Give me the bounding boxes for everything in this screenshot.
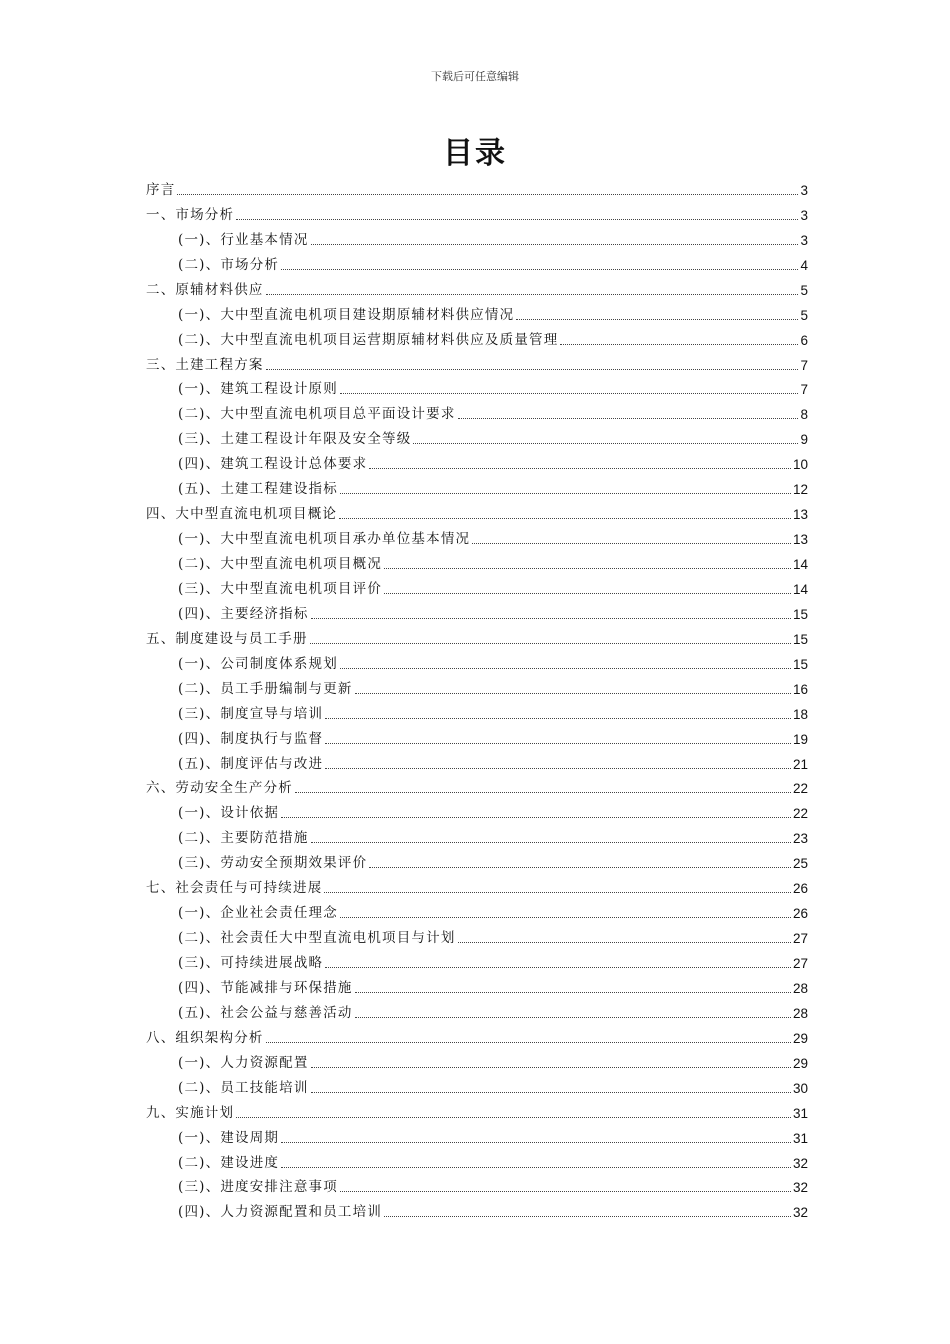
toc-entry-label: (五)、土建工程建设指标 [178, 481, 338, 498]
toc-entry-page: 4 [800, 257, 808, 273]
toc-dot-leader [384, 1215, 791, 1217]
toc-entry-label: (三)、土建工程设计年限及安全等级 [178, 431, 412, 448]
toc-entry-label: (二)、市场分析 [178, 256, 280, 273]
toc-entry-label: (一)、大中型直流电机项目建设期原辅材料供应情况 [178, 306, 515, 323]
toc-subentry[interactable] [146, 299, 808, 324]
toc-entry-label: (五)、制度评估与改进 [178, 755, 324, 772]
toc-entry-label: (二)、员工手册编制与更新 [178, 680, 353, 697]
toc-entry-page: 10 [792, 457, 808, 473]
toc-dot-leader [384, 592, 791, 594]
toc-entry-page: 3 [800, 182, 808, 198]
toc-entry-label: (二)、社会责任大中型直流电机项目与计划 [178, 930, 456, 947]
page-title: 目录 [443, 136, 507, 171]
toc-entry-label: (二)、大中型直流电机项目运营期原辅材料供应及质量管理 [178, 331, 559, 348]
toc-entry-page: 28 [792, 980, 808, 996]
toc-dot-leader [311, 617, 791, 619]
toc-dot-leader [369, 467, 791, 469]
toc-entry[interactable] [146, 773, 808, 798]
toc-subentry[interactable] [146, 1072, 808, 1097]
toc-subentry[interactable] [146, 847, 808, 872]
toc-entry-label: 序言 [146, 181, 176, 198]
toc-dot-leader [355, 692, 791, 694]
toc-entry-label: (四)、人力资源配置和员工培训 [178, 1204, 383, 1221]
toc-entry-label: (三)、可持续进展战略 [178, 955, 324, 971]
toc-dot-leader [472, 542, 791, 544]
toc-dot-leader [266, 293, 799, 295]
toc-entry-label: (四)、制度执行与监督 [178, 730, 324, 747]
toc-dot-leader [340, 392, 799, 394]
toc-dot-leader [281, 268, 798, 270]
toc-entry[interactable] [146, 274, 808, 299]
toc-dot-leader [266, 368, 799, 370]
toc-entry-page: 31 [792, 1105, 808, 1121]
toc-subentry[interactable] [146, 648, 808, 673]
toc-entry-label: (一)、建设周期 [178, 1129, 280, 1146]
toc-subentry[interactable] [146, 922, 808, 947]
toc-dot-leader [311, 1091, 791, 1093]
toc-entry-label: (四)、建筑工程设计总体要求 [178, 456, 368, 473]
toc-entry-page: 27 [792, 931, 808, 947]
toc-entry-label: (一)、建筑工程设计原则 [178, 381, 338, 398]
toc-entry-label: 六、劳动安全生产分析 [146, 780, 293, 797]
toc-subentry[interactable] [146, 822, 808, 847]
toc-entry-page: 19 [792, 731, 808, 747]
toc-entry-page: 7 [800, 357, 808, 373]
toc-entry[interactable] [146, 623, 808, 648]
toc-dot-leader [311, 243, 799, 245]
toc-dot-leader [355, 991, 791, 993]
toc-entry-page: 15 [792, 656, 808, 672]
toc-entry-page: 32 [792, 1155, 808, 1171]
toc-entry-page: 15 [792, 606, 808, 622]
toc-entry[interactable] [146, 349, 808, 374]
toc-entry-page: 6 [800, 332, 808, 348]
toc-subentry[interactable] [146, 598, 808, 623]
toc-entry-page: 12 [792, 482, 808, 498]
toc-entry-page: 13 [792, 532, 808, 548]
toc-entry-page: 29 [792, 1030, 808, 1046]
toc-entry-label: (四)、主要经济指标 [178, 605, 309, 622]
toc-dot-leader [236, 1116, 791, 1118]
toc-entry-page: 22 [792, 806, 808, 822]
toc-dot-leader [177, 193, 798, 195]
toc-dot-leader [413, 442, 798, 444]
toc-entry-page: 5 [800, 307, 808, 323]
toc-dot-leader [325, 742, 791, 744]
toc-subentry[interactable] [146, 548, 808, 573]
toc-entry-label: (一)、大中型直流电机项目承办单位基本情况 [178, 531, 471, 548]
toc-dot-leader [340, 916, 791, 918]
toc-entry-page: 5 [800, 282, 808, 298]
toc-entry-page: 26 [792, 881, 808, 897]
toc-subentry[interactable] [146, 748, 808, 773]
toc-subentry[interactable] [146, 473, 808, 498]
toc-entry-page: 14 [792, 557, 808, 572]
toc-dot-leader [340, 667, 791, 669]
toc-entry-page: 9 [800, 432, 808, 448]
toc-entry-label: (二)、大中型直流电机项目概况 [178, 556, 383, 572]
toc-dot-leader [516, 318, 798, 320]
toc-entry-page: 26 [792, 906, 808, 922]
toc-entry-label: 五、制度建设与员工手册 [146, 630, 308, 647]
header-note: 下载后可任意编辑 [431, 70, 519, 83]
toc-entry[interactable] [146, 498, 808, 523]
toc-subentry[interactable] [146, 698, 808, 723]
toc-dot-leader [458, 417, 799, 419]
toc-entry-label: 八、组织架构分析 [146, 1029, 264, 1046]
toc-entry[interactable] [146, 199, 808, 224]
toc-subentry[interactable] [146, 374, 808, 399]
toc-entry-page: 23 [792, 831, 808, 847]
toc-entry[interactable] [146, 872, 808, 897]
toc-dot-leader [340, 1190, 791, 1192]
toc-dot-leader [236, 218, 798, 220]
toc-dot-leader [325, 717, 791, 719]
toc-entry-label: 三、土建工程方案 [146, 356, 264, 373]
toc-dot-leader [340, 492, 791, 494]
toc-subentry[interactable] [146, 573, 808, 598]
toc-entry-page: 27 [792, 956, 808, 971]
toc-subentry[interactable] [146, 324, 808, 349]
toc-dot-leader [266, 1041, 791, 1043]
table-of-contents [146, 174, 808, 1221]
toc-dot-leader [324, 891, 791, 893]
toc-entry-page: 7 [800, 382, 808, 398]
toc-subentry[interactable] [146, 1147, 808, 1172]
toc-entry-page: 21 [792, 756, 808, 772]
toc-dot-leader [384, 567, 791, 569]
toc-dot-leader [281, 1141, 791, 1143]
toc-entry-page: 18 [792, 706, 808, 722]
toc-entry-label: 四、大中型直流电机项目概论 [146, 506, 338, 523]
toc-entry-label: (五)、社会公益与慈善活动 [178, 1004, 353, 1021]
toc-entry-page: 8 [800, 407, 808, 423]
toc-subentry[interactable] [146, 673, 808, 698]
toc-entry-label: (二)、主要防范措施 [178, 830, 309, 847]
toc-entry[interactable] [146, 1097, 808, 1122]
toc-entry-page: 31 [792, 1130, 808, 1146]
toc-dot-leader [458, 941, 791, 943]
toc-entry-label: (二)、建设进度 [178, 1154, 280, 1171]
toc-entry-page: 28 [792, 1005, 808, 1021]
toc-entry[interactable] [146, 174, 808, 199]
toc-entry-label: (一)、企业社会责任理念 [178, 905, 338, 922]
toc-dot-leader [295, 791, 791, 793]
toc-entry-label: 一、市场分析 [146, 206, 235, 223]
toc-entry-page: 16 [792, 681, 808, 697]
toc-dot-leader [311, 841, 791, 843]
toc-entry-page: 3 [800, 207, 808, 223]
toc-entry-label: (一)、公司制度体系规划 [178, 655, 338, 672]
toc-subentry[interactable] [146, 947, 808, 972]
toc-subentry[interactable] [146, 797, 808, 822]
toc-dot-leader [560, 343, 798, 345]
toc-entry-page: 29 [792, 1055, 808, 1071]
toc-dot-leader [339, 517, 791, 519]
toc-dot-leader [311, 1066, 791, 1068]
toc-subentry[interactable] [146, 723, 808, 748]
toc-entry-page: 13 [792, 507, 808, 523]
toc-subentry[interactable] [146, 423, 808, 448]
toc-subentry[interactable] [146, 1196, 808, 1221]
toc-entry-label: 九、实施计划 [146, 1104, 235, 1121]
toc-entry-label: 七、社会责任与可持续进展 [146, 880, 323, 897]
toc-subentry[interactable] [146, 1047, 808, 1072]
toc-entry-label: (三)、制度宣导与培训 [178, 705, 324, 722]
toc-entry-label: 二、原辅材料供应 [146, 281, 264, 298]
toc-subentry[interactable] [146, 398, 808, 423]
toc-dot-leader [310, 642, 791, 644]
toc-entry-label: (三)、进度安排注意事项 [178, 1179, 338, 1196]
toc-entry-page: 32 [792, 1180, 808, 1196]
toc-entry-page: 32 [792, 1205, 808, 1221]
toc-entry-label: (一)、设计依据 [178, 805, 280, 822]
toc-entry-page: 22 [792, 781, 808, 797]
toc-dot-leader [281, 816, 791, 818]
toc-dot-leader [369, 866, 791, 868]
toc-subentry[interactable] [146, 997, 808, 1022]
toc-dot-leader [325, 767, 791, 769]
toc-dot-leader [281, 1166, 791, 1168]
toc-entry-label: (一)、行业基本情况 [178, 231, 309, 248]
toc-entry-label: (一)、人力资源配置 [178, 1054, 309, 1071]
toc-subentry[interactable] [146, 224, 808, 249]
toc-entry-page: 15 [792, 631, 808, 647]
toc-dot-leader [325, 966, 791, 968]
toc-subentry[interactable] [146, 897, 808, 922]
toc-entry-page: 14 [792, 581, 808, 597]
toc-entry-label: (三)、大中型直流电机项目评价 [178, 580, 383, 597]
toc-subentry[interactable] [146, 523, 808, 548]
toc-subentry[interactable] [146, 1172, 808, 1197]
toc-entry-label: (二)、员工技能培训 [178, 1079, 309, 1096]
toc-entry-label: (四)、节能减排与环保措施 [178, 979, 353, 996]
toc-dot-leader [355, 1016, 791, 1018]
toc-subentry[interactable] [146, 448, 808, 473]
toc-subentry[interactable] [146, 972, 808, 997]
toc-entry-page: 30 [792, 1080, 808, 1096]
toc-entry-page: 25 [792, 856, 808, 872]
toc-subentry[interactable] [146, 1122, 808, 1147]
toc-subentry[interactable] [146, 249, 808, 274]
toc-entry[interactable] [146, 1022, 808, 1047]
toc-entry-page: 3 [800, 232, 808, 248]
toc-entry-label: (三)、劳动安全预期效果评价 [178, 855, 368, 872]
toc-entry-label: (二)、大中型直流电机项目总平面设计要求 [178, 406, 456, 423]
